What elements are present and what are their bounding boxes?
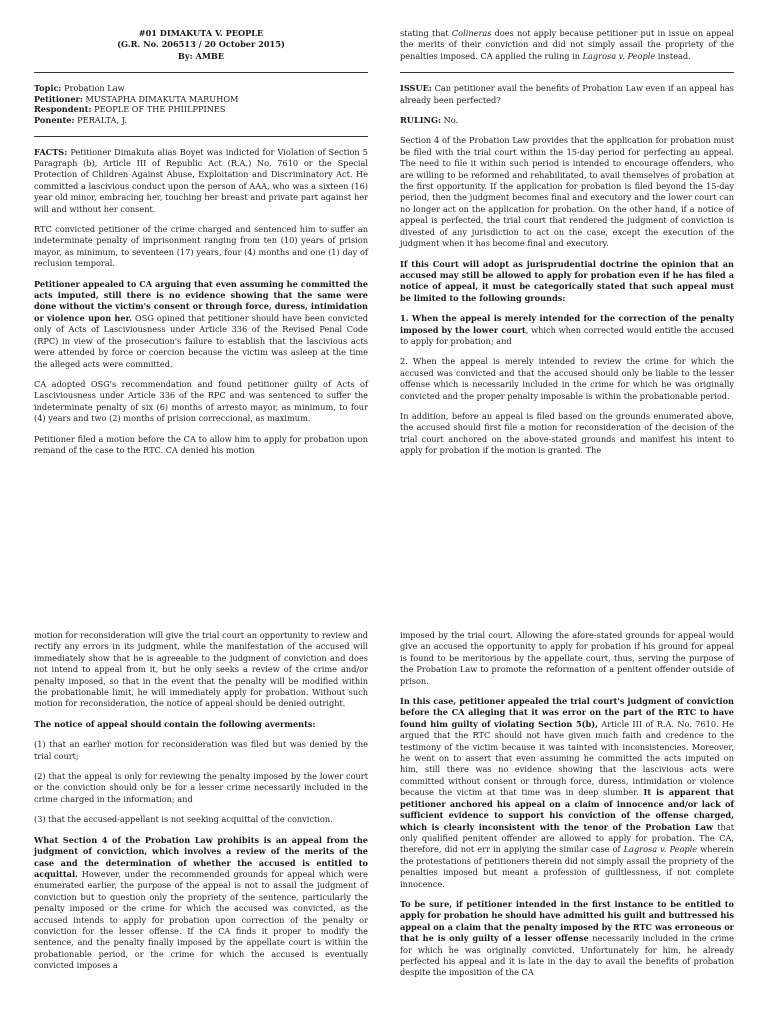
meta-topic: Topic: Probation Law [34,83,125,94]
addition-paragraph: In addition, before an appeal is filed based on the grounds enumerated above, the accused should first file a motion for reconsideration of the decision of the trial court anchored on the above-stated grounds and manifest his intent to apply for probation if the motion is granted. The [400,410,734,456]
section4-paragraph: Section 4 of the Probation Law provides that the application for probation must be filed with the trial court within the 15-day period for perfecting an appeal. The need to file it within such period is intended to encourage offenders, who are willing to be reformed and rehabilitated, to avail themselves of probation at the first opportunity. If the application for probation is filed beyond the 15-day period, then the judgment becomes final and executory and the lower court can no longer act on the application for probation. On the other hand, if a notice of appeal is perfected, the trial court that rendered the judgment of conviction is divested of any jurisdiction to act on the case, except the execution of the judgment when it has become final and executory. [400,135,734,249]
continuation-paragraph: stating that Colineras does not apply because petitioner put in issue on appeal the merits of their conviction and did not simply assail the propriety of the penalties imposed. CA applied the ruling in Lagrosa v. People instead. [400,28,734,61]
motion-paragraph: Petitioner filed a motion before the CA to allow him to apply for probation upon remand of the case to the RTC. CA denied his motion [34,433,368,455]
ground2-paragraph: 2. When the appeal is merely intended to review the crime for which the accused was convicted and that the accused should only be liable to the lesser offense which is necessarily included in the crime for which he was originally convicted and the proper penalty imposable is within the probationable period. [400,356,734,401]
page2-right-column [400,630,734,988]
meta-ponente: Ponente: PERALTA, J. [34,115,127,125]
case-title: #01 DIMAKUTA V. PEOPLE [138,28,264,38]
issue-paragraph: ISSUE: Can petitioner avail the benefits of Probation Law even if an appeal has already been perfected? [400,83,734,105]
doctrine-paragraph: If this Court will adopt as jurisprudential doctrine the opinion that an accused may still be allowed to apply for probation even if he has filed a notice of appeal, it must be categorically stated that such appeal must be limited to the following grounds: [400,258,734,303]
page2-left-column [34,630,368,981]
appeal-paragraph: Petitioner appealed to CA arguing that even assuming he committed the acts imputed, still there is no evidence showing that the same were done without the victim's consent or through force, duress, intimidation or violence upon her. OSG opined that petitioner should have been convicted only of Acts of Lasciviousness under Article 336 of the Revised Penal Code (RPC) in view of the prosecution's failure to establish that the lascivious acts were attended by force or coercion because the victim was asleep at the time the alleged acts were committed. [34,278,368,369]
ground1-paragraph: 1. When the appeal is merely intended for the correction of the penalty imposed by the lower court, which when corrected would entitle the accused to apply for probation; and [400,313,734,346]
case-meta [34,83,368,125]
meta-divider [34,136,368,137]
this-case-paragraph: In this case, petitioner appealed the trial court's judgment of conviction before the CA alleging that it was error on the part of the RTC to have found him guilty of violating Section 5(b), Article III of R.A. No. 7610. He argued that the RTC should not have given much faith and credence to the testimony of the victim because it was tainted with inconsistencies. Moreover, he went on to assert that even assuming he committed the acts imputed on him, still there was no evidence showing that the lascivious acts were committed without consent or through force, duress, intimidation or violence because the victim at that time was in deep slumber. It is apparent that petitioner anchored his appeal on a claim of innocence and/or lack of sufficient evidence to support his conviction of the offense charged, which is clearly inconsistent with the tenor of the Probation Law that only qualified penitent offender are allowed to apply for probation. The CA, therefore, did not err in applying the similar case of Lagrosa v. People wherein the protestations of petitioners therein did not simply assail the propriety of the penalties imposed but meant a profession of guiltlessness, if not complete innocence. [400,696,734,889]
averment-3: (3) that the accused-appellant is not seeking acquittal of the conviction. [34,814,333,825]
mr-paragraph: motion for reconsideration will give the trial court an opportunity to review and rectify any errors in its judgment, while the manifestation of the accused will immediately show that he is agreeable to the judgment of conviction and does not intend to appeal from it, but he only seeks a review of the crime and/or penalty imposed, so that in the event that the penalty will be modified within the probationable limit, he will immediately apply for probation. Without such motion for reconsideration, the notice of appeal should be denied outright. [34,630,368,709]
averment-1: (1) that an earlier motion for reconsideration was filed but was denied by the trial court; [34,739,368,761]
section4-prohibits-paragraph: What Section 4 of the Probation Law prohibits is an appeal from the judgment of conviction, which involves a review of the merits of the case and the determination of whether the accused is entitled to acquittal. However, under the recommended grounds for appeal which were enumerated earlier, the purpose of the appeal is not to assail the judgment of conviction but to question only the propriety of the sentence, particularly the penalty imposed or the crime for which the accused was convicted, as the accused intends to apply for probation upon correction of the penalty or conviction for the lesser offense. If the CA finds it proper to modify the sentence, and the penalty finally imposed by the appellate court is within the probationable period, or the crime for which the accused is eventually convicted imposes a [34,834,368,971]
meta-respondent: Respondent: PEOPLE OF THE PHIILPPINES [34,104,226,115]
header-divider [34,72,368,73]
averment-2: (2) that the appeal is only for reviewing the penalty imposed by the lower court or the conviction should only be for a lesser crime necessarily included in the crime charged in the information; and [34,771,368,804]
meta-petitioner: Petitioner: MUSTAPHA DIMAKUTA MARUHOM [34,93,239,104]
page1-right-column [400,28,734,466]
case-citation: (G.R. No. 206513 / 20 October 2015) [117,39,285,50]
page1-left-column [34,28,368,465]
case-author: By: AMBE [177,50,225,61]
facts-paragraph: FACTS: Petitioner Dimakuta alias Boyet was indicted for Violation of Section 5 Paragraph (b), Article III of Republic Act (R.A.) No. 7610 or the Special Protection of Children Against Abuse, Exploitation and Discriminatory Act. He committed a lascivious conduct upon the person of AAA, who was a sixteen (16) year old minor, embracing her, touching her breast and private part against her will and without her consent. [34,146,369,214]
rtc-paragraph: RTC convicted petitioner of the crime charged and sentenced him to suffer an indeterminate penalty of imprisonment ranging from ten (10) years of prision mayor, as minimum, to seventeen (17) years, four (4) months and one (1) day of reclusion temporal. [34,224,368,269]
to-be-sure-paragraph: To be sure, if petitioner intended in the first instance to be entitled to apply for probation he should have admitted his guilt and buttressed his appeal on a claim that the penalty imposed by the RTC was erroneous or that he is only guilty of a lesser offense necessarily included in the crime for which he was originally convicted. Unfortunately for him, he already perfected his appeal and it is late in the day to avail the benefits of probation despite the imposition of the CA [400,898,734,978]
page-gap [0,556,768,630]
ruling-paragraph: RULING: No. [400,115,459,126]
ca-adopted-paragraph: CA adopted OSG's recommendation and found petitioner guilty of Acts of Lasciviousness under Article 336 of the RPC and was sentenced to suffer the indeterminate penalty of six (6) months of arresto mayor, as minimum, to four (4) years and two (2) months of prision correccional, as maximum. [34,378,368,424]
averments-heading: The notice of appeal should contain the following averments: [34,718,316,729]
imposed-paragraph: imposed by the trial court. Allowing the afore-stated grounds for appeal would give an accused the opportunity to apply for probation if his ground for appeal is found to be meritorious by the appellate court, thus, serving the purpose of the Probation Law to promote the reformation of a penitent offender outside of prison. [400,630,734,686]
issue-divider [400,72,734,73]
